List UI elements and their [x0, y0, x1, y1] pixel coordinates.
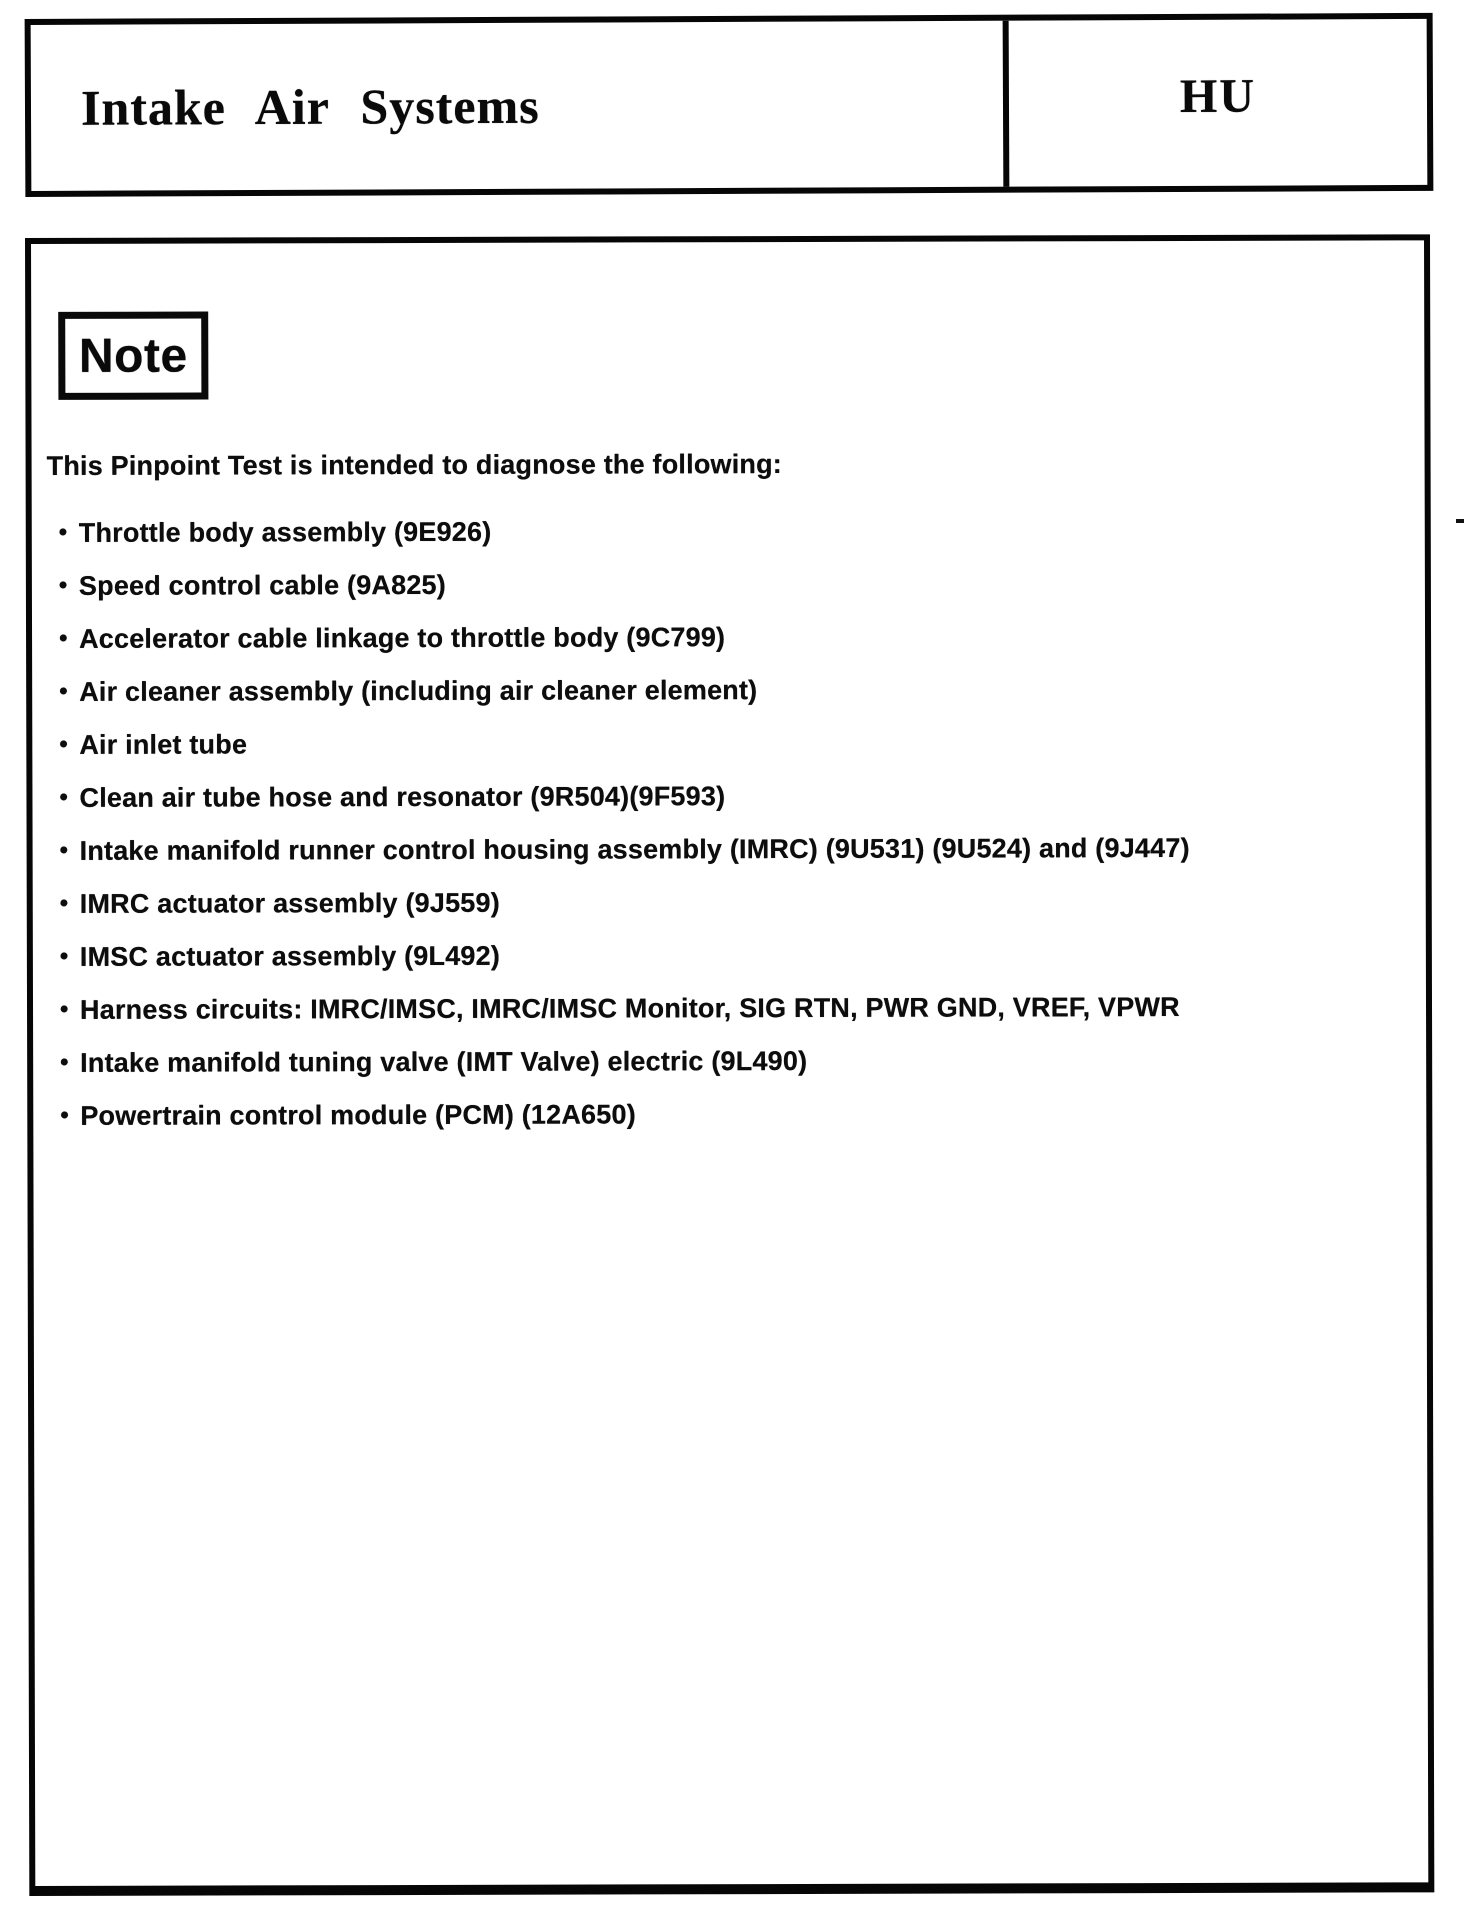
list-item [33, 936, 1413, 974]
list-item [33, 830, 1413, 868]
bullet-icon: • [59, 942, 69, 970]
list-item-text: IMRC actuator assembly (9J559) [79, 887, 500, 919]
list-item [33, 1095, 1413, 1133]
content-box [25, 234, 1434, 1896]
list-item [32, 618, 1412, 656]
list-item-text: Clean air tube hose and resonator (9R504)(9F593) [79, 781, 726, 813]
bullet-icon: • [59, 624, 68, 652]
intro-text: This Pinpoint Test is intended to diagnose the following: [46, 449, 783, 481]
bullet-icon: • [59, 677, 68, 705]
list-item [32, 724, 1412, 762]
list-item-text: Air inlet tube [79, 729, 248, 760]
header-code-cell [1009, 19, 1428, 187]
list-item-text: Speed control cable (9A825) [78, 569, 446, 601]
list-item-text: Accelerator cable linkage to throttle body (9C799) [79, 622, 726, 654]
bullet-icon: • [59, 995, 69, 1023]
list-item-text: Air cleaner assembly (including air cleaner element) [79, 675, 758, 707]
list-item-text: Throttle body assembly (9E926) [78, 516, 492, 548]
list-item [32, 671, 1412, 709]
header-title-cell [31, 21, 1010, 191]
bullet-icon: • [60, 1101, 69, 1129]
list-item [33, 989, 1413, 1027]
list-item-text: IMSC actuator assembly (9L492) [79, 940, 501, 972]
list-item [32, 565, 1412, 603]
note-label-box [58, 312, 208, 400]
bullet-icon: • [59, 889, 69, 917]
list-item [32, 512, 1412, 550]
bullet-icon: • [59, 783, 69, 811]
diagnosis-item-list [32, 512, 1414, 1152]
scan-artifact [1456, 519, 1464, 523]
page-title: Intake Air Systems [80, 77, 540, 136]
bullet-icon: • [59, 836, 69, 864]
list-item-text: Intake manifold tuning valve (IMT Valve) electric (9L490) [80, 1045, 808, 1078]
list-item [32, 777, 1412, 815]
list-item-text: Harness circuits: IMRC/IMSC, IMRC/IMSC Monitor, SIG RTN, PWR GND, VREF, VPWR [79, 991, 1180, 1025]
section-code: HU [1179, 69, 1257, 123]
list-item-text: Intake manifold runner control housing assembly (IMRC) (9U531) (9U524) and (9J447) [79, 832, 1190, 866]
list-item [33, 883, 1413, 921]
list-item-text: Powertrain control module (PCM) (12A650) [80, 1099, 636, 1131]
page-header [25, 13, 1434, 197]
bullet-icon: • [58, 571, 68, 599]
bullet-icon: • [59, 730, 68, 758]
bullet-icon: • [60, 1048, 69, 1076]
bullet-icon: • [58, 518, 68, 546]
note-label: Note [78, 329, 188, 383]
list-item [33, 1042, 1413, 1080]
